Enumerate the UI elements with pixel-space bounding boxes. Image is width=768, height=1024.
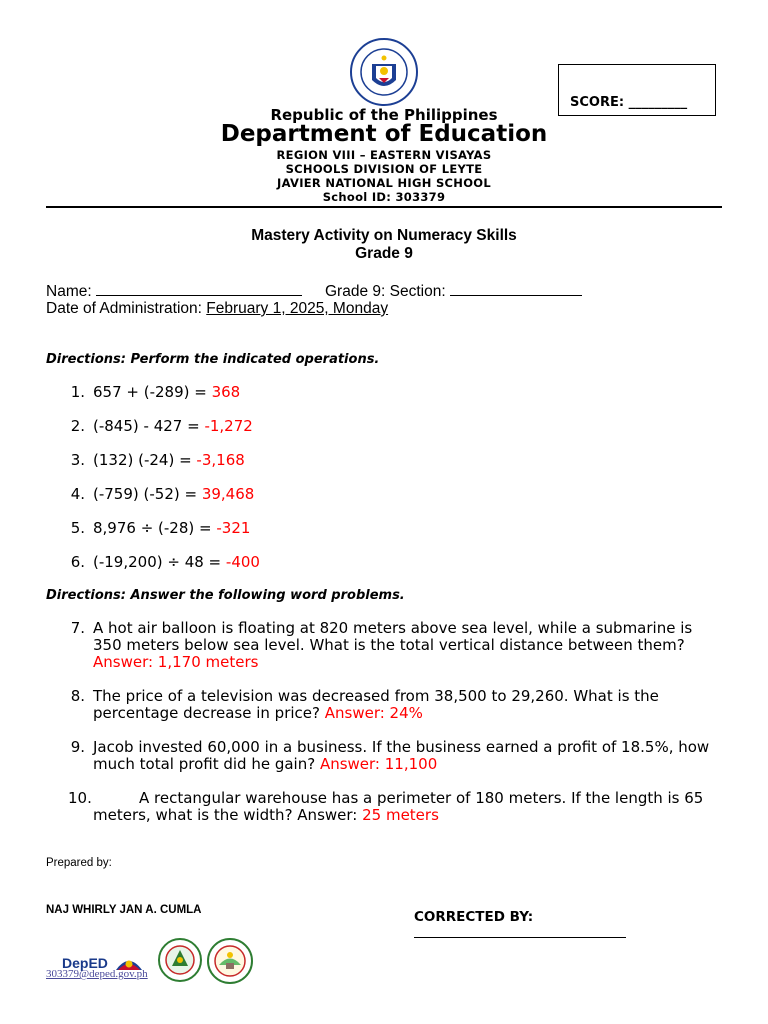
header-divider xyxy=(46,206,722,208)
directions-operations: Directions: Perform the indicated operations. xyxy=(46,352,380,367)
answer: 39,468 xyxy=(201,485,255,503)
name-label: Name: xyxy=(46,283,92,300)
activity-grade: Grade 9 xyxy=(355,245,413,262)
corrected-by-label: CORRECTED BY: xyxy=(414,909,534,925)
school-heading: JAVIER NATIONAL HIGH SCHOOL xyxy=(277,176,491,190)
date-value: February 1, 2025, Monday xyxy=(206,300,389,317)
region-heading: REGION VIII – EASTERN VISAYAS xyxy=(276,148,492,162)
deped-seal-logo xyxy=(350,38,418,106)
prepared-by-name: NAJ WHIRLY JAN A. CUMLA xyxy=(46,904,202,916)
division-heading: SCHOOLS DIVISION OF LEYTE xyxy=(285,162,483,176)
answer: Answer: 11,100 xyxy=(319,755,438,773)
corrected-by-signature-line xyxy=(414,937,626,938)
date-line xyxy=(46,300,388,318)
name-line xyxy=(46,281,302,301)
answer: 368 xyxy=(211,383,241,401)
answer: -400 xyxy=(225,553,260,571)
grade-section-label: Grade 9: Section: xyxy=(325,283,446,300)
department-heading: Department of Education xyxy=(220,121,548,147)
date-label: Date of Administration: xyxy=(46,300,202,317)
directions-word-problems: Directions: Answer the following word problems. xyxy=(46,588,405,603)
prepared-by-label: Prepared by: xyxy=(46,857,112,869)
answer: -3,168 xyxy=(196,451,245,469)
answer: -1,272 xyxy=(204,417,253,435)
javier-nhs-seal-icon xyxy=(206,938,254,984)
section-blank[interactable] xyxy=(450,281,582,296)
name-blank[interactable] xyxy=(96,281,302,296)
school-id: School ID: 303379 xyxy=(322,190,446,204)
score-label: SCORE: _________ xyxy=(570,95,688,110)
activity-title: Mastery Activity on Numeracy Skills xyxy=(251,227,517,244)
section-line xyxy=(325,281,582,301)
schools-division-seal-icon xyxy=(158,938,202,982)
answer: Answer: 1,170 meters xyxy=(93,653,259,671)
deped-logo: DepED xyxy=(62,955,108,971)
answer: -321 xyxy=(216,519,251,537)
answer: 25 meters xyxy=(362,806,439,824)
answer: Answer: 24% xyxy=(324,704,423,722)
republic-heading: Republic of the Philippines xyxy=(270,106,498,124)
email-link[interactable]: 303379@deped.gov.ph xyxy=(46,968,148,980)
